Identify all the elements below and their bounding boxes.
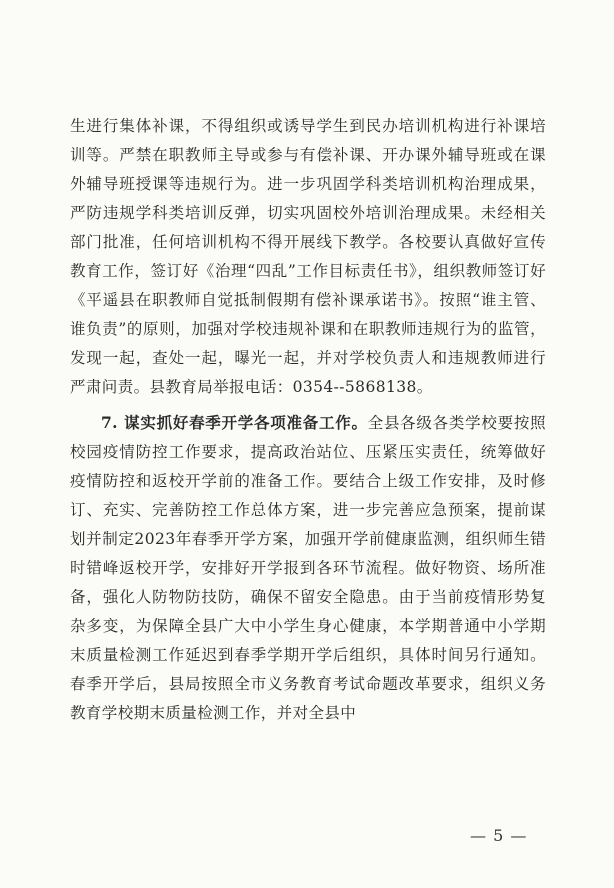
- page-number: — 5 —: [470, 826, 528, 845]
- section-body: 全县各级各类学校要按照校园疫情防控工作要求，提高政治站位、压紧压实责任，统筹做好疫情防控和返校开学前的准备工作。要结合上级工作安排，及时修订、充实、完善防控工作总体方案，进一步完善应急预案，提前谋划并制定2023年春季开学方案，加强开学前健康监测，组织师生错时错峰返校开学，安排好开学报到各环节流程。做好物资、场所准备，强化人防物防技防，确保不留安全隐患。由于当前疫情形势复杂多变，为保障全县广大中小学生身心健康，本学期普通中小学期末质量检测工作延迟到春季学期开学后组织，具体时间另行通知。春季开学后，县局按照全市义务教育考试命题改革要求，组织义务教育学校期末质量检测工作，并对全县中: [70, 414, 546, 722]
- paragraph-anti-tutoring: 生进行集体补课，不得组织或诱导学生到民办培训机构进行补课培训等。严禁在职教师主导或参与有偿补课、开办课外辅导班或在课外辅导班授课等违规行为。进一步巩固学科类培训机构治理成果，严防违规学科类培训反弹，切实巩固校外培训治理成果。未经相关部门批准，任何培训机构不得开展线下教学。各校要认真做好宣传教育工作，签订好《治理“四乱”工作目标责任书》，组织教师签订好《平遥县在职教师自觉抵制假期有偿补课承诺书》。按照“谁主管、谁负责”的原则，加强对学校违规补课和在职教师违规行为的监管，发现一起，查处一起，曝光一起，并对学校负责人和违规教师进行严肃问责。县教育局举报电话：0354--5868138。: [70, 117, 546, 396]
- body-text: [70, 112, 546, 728]
- section-heading: 7. 谋实抓好春季开学各项准备工作。: [101, 413, 368, 432]
- paragraph-spring-semester: [70, 408, 546, 728]
